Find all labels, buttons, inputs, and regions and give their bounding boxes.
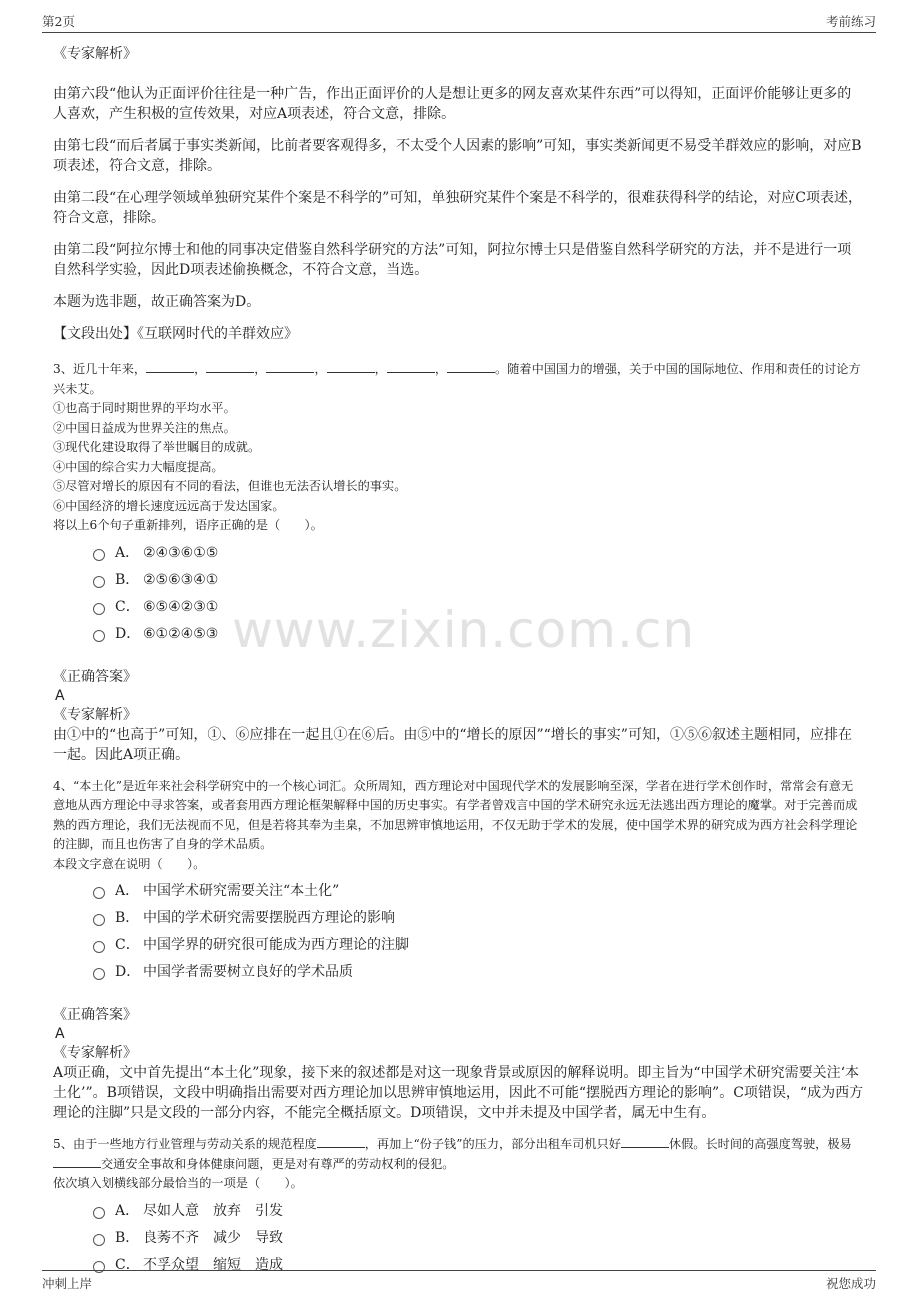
analysis-label: 《专家解析》 xyxy=(53,1045,137,1061)
radio-icon[interactable] xyxy=(93,941,105,953)
analysis-paragraph: 由第二段“在心理学领域单独研究某件个案是不科学的”可知，单独研究某件个案是不科学的，很难获得科学的结论，对应C项表述，符合文意，排除。 xyxy=(53,190,863,226)
radio-icon[interactable] xyxy=(93,914,105,926)
sentence-3: ③现代化建设取得了举世瞩目的成就。 xyxy=(53,440,261,454)
analysis-paragraph: 由第七段“而后者属于事实类新闻，比前者要客观得多，不太受个人因素的影响”可知，事实类新闻更不易受羊群效应的影响，对应B项表述，符合文意，排除。 xyxy=(53,138,862,174)
question-4-prompt: 本段文字意在说明（ ）。 xyxy=(53,856,206,871)
answer-label: 《正确答案》 xyxy=(53,668,137,685)
page-number: 第2页 xyxy=(42,14,75,29)
question-5-prompt: 依次填入划横线部分最恰当的一项是（ ）。 xyxy=(53,1176,303,1190)
sentence-1: ①也高于同时期世界的平均水平。 xyxy=(53,401,236,415)
radio-icon[interactable] xyxy=(93,576,105,588)
footer-left-text: 冲刺上岸 xyxy=(42,1276,93,1291)
analysis-paragraph: 由第六段“他认为正面评价往往是一种广告，作出正面评价的人是想让更多的网友喜欢某件东西”可以得知，正面评价能够让更多的人喜欢，产生积极的宣传效果，对应A项表述，符合文意，排除。 xyxy=(53,86,852,122)
option-a[interactable]: A． 尽如人意 放弃 引发 xyxy=(93,1198,865,1225)
question-4-analysis: A项正确，文中首先提出“本土化”现象，接下来的叙述都是对这一现象背景或原因的解释说明。即主旨为“中国学术研究需要关注‘本土化’”。B项错误，文段中明确指出需要对西方理论加以思辨审慎地运用，因此不可能“摆脱西方理论的影响”。C项错误，“成为西方理论的注脚”只是文段的一部分内容，不能完全概括原文。D项错误，文中并未提及中国学者，属无中生有。 xyxy=(53,1065,864,1121)
page-footer xyxy=(42,1270,876,1295)
radio-icon[interactable] xyxy=(93,603,105,615)
analysis-label: 《专家解析》 xyxy=(53,46,137,62)
radio-icon[interactable] xyxy=(93,549,105,561)
question-3-options xyxy=(93,540,865,648)
option-b[interactable]: B． 中国的学术研究需要摆脱西方理论的影响 xyxy=(93,905,865,932)
answer-value: A xyxy=(55,1026,65,1042)
analysis-conclusion: 本题为选非题，故正确答案为D。 xyxy=(53,294,261,310)
radio-icon[interactable] xyxy=(93,630,105,642)
option-c[interactable]: C． ⑥⑤④②③① xyxy=(93,594,865,621)
answer-label: 《正确答案》 xyxy=(53,1007,137,1023)
option-c[interactable]: C． 不孚众望 缩短 造成 xyxy=(93,1252,865,1279)
option-d[interactable]: D． 中国学者需要树立良好的学术品质 xyxy=(93,959,865,986)
sentence-4: ④中国的综合实力大幅度提高。 xyxy=(53,459,224,474)
watermark: www.zixin.com.cn xyxy=(232,601,696,659)
radio-icon[interactable] xyxy=(93,1207,105,1219)
question-3-stem: 3、近几十年来， ， ， ， ， ， 。随着中国国力的增强，关于中国的国际地位、作用和责任的讨论方兴未艾。 xyxy=(53,362,861,396)
answer-value: A xyxy=(55,687,65,704)
sentence-6: ⑥中国经济的增长速度远远高于发达国家。 xyxy=(53,498,285,513)
option-a[interactable]: A． ②④③⑥①⑤ xyxy=(93,540,865,567)
sentence-2: ②中国日益成为世界关注的焦点。 xyxy=(53,420,236,435)
question-5-stem: 5、由于一些地方行业管理与劳动关系的规范程度 ，再加上“份子钱”的压力，部分出租车司机只好 休假。长时间的高强度驾驶，极易交通安全事故和身体健康问题，更是对有尊严的劳动权利的侵犯。 xyxy=(53,1137,852,1171)
page-header xyxy=(42,10,876,33)
sentence-5: ⑤尽管对增长的原因有不同的看法，但谁也无法否认增长的事实。 xyxy=(53,479,407,493)
question-4-options xyxy=(93,878,865,986)
option-b[interactable]: B． ②⑤⑥③④① xyxy=(93,567,865,594)
option-a[interactable]: A． 中国学术研究需要关注“本土化” xyxy=(93,878,865,905)
analysis-paragraph: 由第二段“阿拉尔博士和他的同事决定借鉴自然科学研究的方法”可知，阿拉尔博士只是借鉴自然科学研究的方法，并不是进行一项自然科学实验，因此D项表述偷换概念，不符合文意，当选。 xyxy=(53,242,852,278)
radio-icon[interactable] xyxy=(93,887,105,899)
radio-icon[interactable] xyxy=(93,1234,105,1246)
option-c[interactable]: C． 中国学界的研究很可能成为西方理论的注脚 xyxy=(93,932,865,959)
footer-right-text: 祝您成功 xyxy=(825,1276,876,1291)
question-4-stem: 4、“本土化”是近年来社会科学研究中的一个核心词汇。众所周知，西方理论对中国现代学术的发展影响至深，学者在进行学术创作时，常常会有意无意地从西方理论中寻求答案，或者套用西方理论框架解释中国的历史事实。有学者曾戏言中国的学术研究永远无法逃出西方理论的魔掌。对于完善而成熟的西方理论，我们无法视而不见，但是若将其奉为圭臬，不加思辨审慎地运用，不仅无助于学术的发展，使中国学术界的研究成为西方社会科学理论的注脚，而且也伤害了自身的学术品质。 xyxy=(53,778,858,851)
option-d[interactable]: D． ⑥①②④⑤③ xyxy=(93,621,865,648)
question-3-analysis: 由①中的“也高于”可知，①、⑥应排在一起且①在⑥后。由⑤中的“增长的原因”“增长的事实”可知，①⑤⑥叙述主题相同，应排在一起。因此A项正确。 xyxy=(53,726,852,763)
radio-icon[interactable] xyxy=(93,968,105,980)
document-body xyxy=(53,38,865,1279)
source-note: 【文段出处】《互联网时代的羊群效应》 xyxy=(53,326,298,342)
header-title: 考前练习 xyxy=(825,14,876,29)
question-5-options xyxy=(93,1198,865,1279)
option-b[interactable]: B． 良莠不齐 减少 导致 xyxy=(93,1225,865,1252)
question-3-prompt: 将以上6个句子重新排列，语序正确的是（ ）。 xyxy=(53,518,323,532)
analysis-label: 《专家解析》 xyxy=(53,706,137,723)
